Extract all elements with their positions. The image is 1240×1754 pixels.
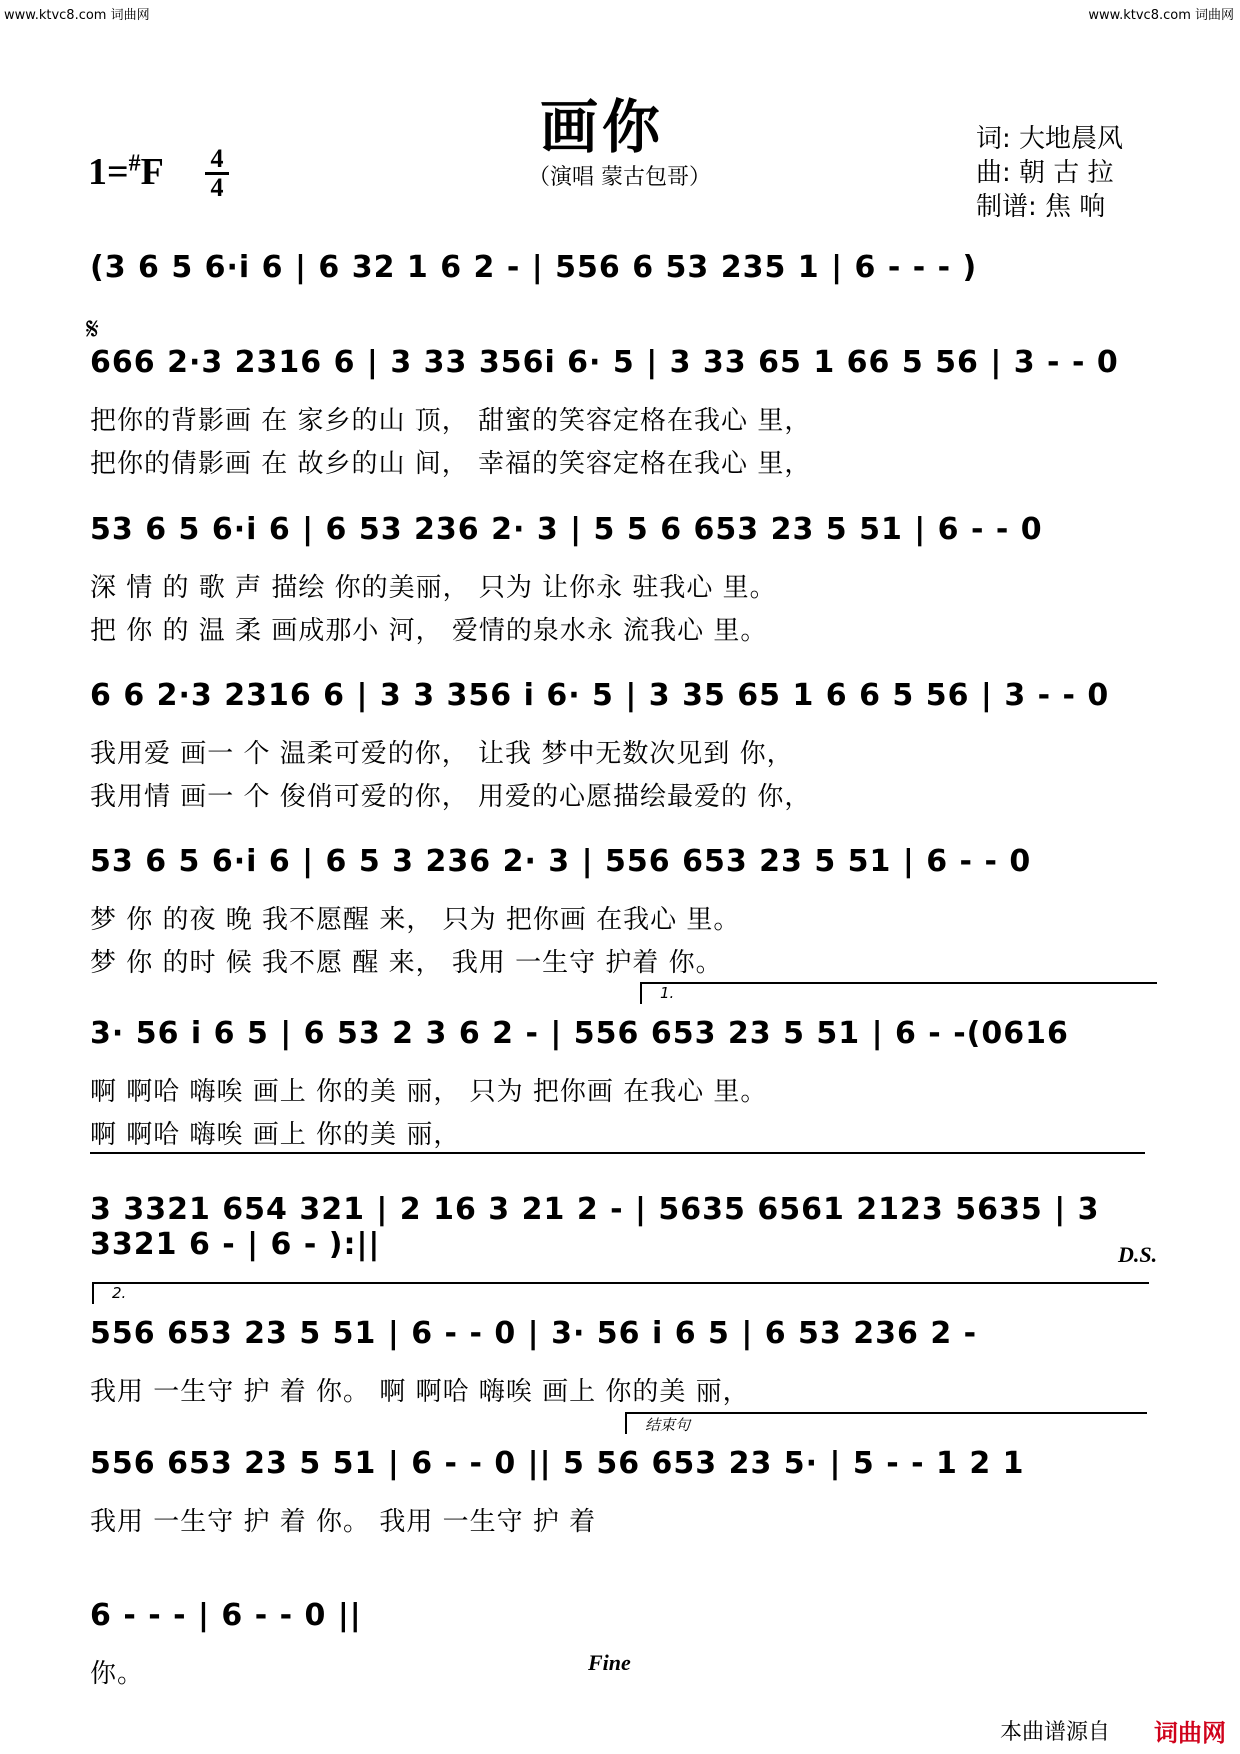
score-line-10 (90, 1598, 1150, 1690)
arranger-credit: 制谱: 焦 响 (976, 192, 1106, 222)
composer-credit: 曲: 朝 古 拉 (976, 158, 1114, 188)
song-title: 画你 (540, 93, 665, 161)
lyrics-line-4-verse-1: 我用爱 画一 个 温柔可爱的你， 让我 梦中无数次见到 你， (90, 739, 794, 769)
notes-line-7: 3 3321 654 321 | 2 16 3 21 2 - | 5635 6561 2123 5635 | 3 3321 6 - | 6 - ):|| (90, 1192, 1100, 1262)
notes-line-9: 556 653 23 5 51 | 6 - - 0 || 5 56 653 23 5· | 5 - - 1 2 1 (90, 1446, 1025, 1481)
singer-credit: （演唱 蒙古包哥） (528, 165, 711, 190)
key-signature: 1=#F (88, 150, 164, 193)
fine-mark: Fine (588, 1650, 631, 1675)
lyrics-line-6-verse-2: 啊 啊哈 嗨唉 画上 你的美 丽， (90, 1120, 461, 1150)
score-line-4 (90, 678, 1150, 813)
notes-line-2: 666 2·3 2316 6 | 3 33 356i 6· 5 | 3 33 65 1 66 5 56 | 3 - - 0 (90, 345, 1119, 380)
site-watermark-left: www.ktvc8.com 词曲网 (4, 8, 150, 23)
volta-1-label: 1. (660, 984, 675, 1002)
notes-line-3: 53 6 5 6·i 6 | 6 53 236 2· 3 | 5 5 6 653 23 5 51 | 6 - - 0 (90, 512, 1043, 547)
ending-label: 结束句 (645, 1416, 691, 1434)
lyrics-line-4-verse-2: 我用情 画一 个 俊俏可爱的你， 用爱的心愿描绘最爱的 你， (90, 782, 812, 812)
notes-line-5: 53 6 5 6·i 6 | 6 5 3 236 2· 3 | 556 653 23 5 51 | 6 - - 0 (90, 844, 1032, 879)
lyrics-line-3-verse-2: 把 你 的 温 柔 画成那小 河， 爱情的泉水永 流我心 里。 (90, 616, 768, 646)
notes-line-8: 556 653 23 5 51 | 6 - - 0 | 3· 56 i 6 5 | 6 53 236 2 - (90, 1316, 978, 1351)
volta-2-bracket (92, 1282, 1149, 1304)
volta-2-label: 2. (112, 1284, 127, 1302)
repeat-bracket-top (90, 1152, 1145, 1174)
score-line-7 (90, 1192, 1150, 1262)
da-segno-mark: D.S. (1118, 1242, 1158, 1267)
segno-sign: 𝄋 (86, 312, 99, 347)
score-line-6 (90, 1016, 1150, 1151)
notes-line-10: 6 - - - | 6 - - 0 || (90, 1598, 362, 1633)
site-watermark-right: www.ktvc8.com 词曲网 (1088, 8, 1234, 23)
lyrics-line-9: 我用 一生守 护 着 你。 我用 一生守 护 着 (90, 1507, 597, 1537)
lyricist-credit: 词: 大地晨风 (976, 124, 1124, 154)
source-text: 本曲谱源自 (999, 1720, 1110, 1745)
ending-bracket (625, 1412, 1147, 1434)
time-signature: 4 4 (205, 146, 229, 201)
score-line-5 (90, 844, 1150, 979)
notes-line-1: (3 6 5 6·i 6 | 6 32 1 6 2 - | 556 6 53 235 1 | 6 - - - ) (90, 250, 978, 285)
lyrics-line-2-verse-2: 把你的倩影画 在 故乡的山 间， 幸福的笑容定格在我心 里， (90, 449, 812, 479)
notes-line-6: 3· 56 i 6 5 | 6 53 2 3 6 2 - | 556 653 23 5 51 | 6 - -(0616 (90, 1016, 1069, 1051)
notes-line-4: 6 6 2·3 2316 6 | 3 3 356 i 6· 5 | 3 35 65 1 6 6 5 56 | 3 - - 0 (90, 678, 1110, 713)
lyrics-line-10: 你。 (90, 1659, 145, 1689)
score-line-8 (90, 1316, 1150, 1408)
lyrics-line-5-verse-1: 梦 你 的夜 晚 我不愿醒 来， 只为 把你画 在我心 里。 (90, 905, 741, 935)
source-logo: 词曲网 (1154, 1719, 1226, 1747)
score-line-3 (90, 512, 1150, 647)
lyrics-line-6-verse-1: 啊 啊哈 嗨唉 画上 你的美 丽， 只为 把你画 在我心 里。 (90, 1077, 768, 1107)
lyrics-line-2-verse-1: 把你的背影画 在 家乡的山 顶， 甜蜜的笑容定格在我心 里， (90, 406, 812, 436)
score-line-2 (90, 345, 1150, 480)
lyrics-line-8: 我用 一生守 护 着 你。 啊 啊哈 嗨唉 画上 你的美 丽， (90, 1377, 750, 1407)
score-line-9 (90, 1446, 1150, 1538)
volta-1-bracket (640, 982, 1157, 1004)
score-line-1 (90, 250, 1150, 285)
lyrics-line-5-verse-2: 梦 你 的时 候 我不愿 醒 来， 我用 一生守 护着 你。 (90, 948, 723, 978)
lyrics-line-3-verse-1: 深 情 的 歌 声 描绘 你的美丽， 只为 让你永 驻我心 里。 (90, 573, 777, 603)
